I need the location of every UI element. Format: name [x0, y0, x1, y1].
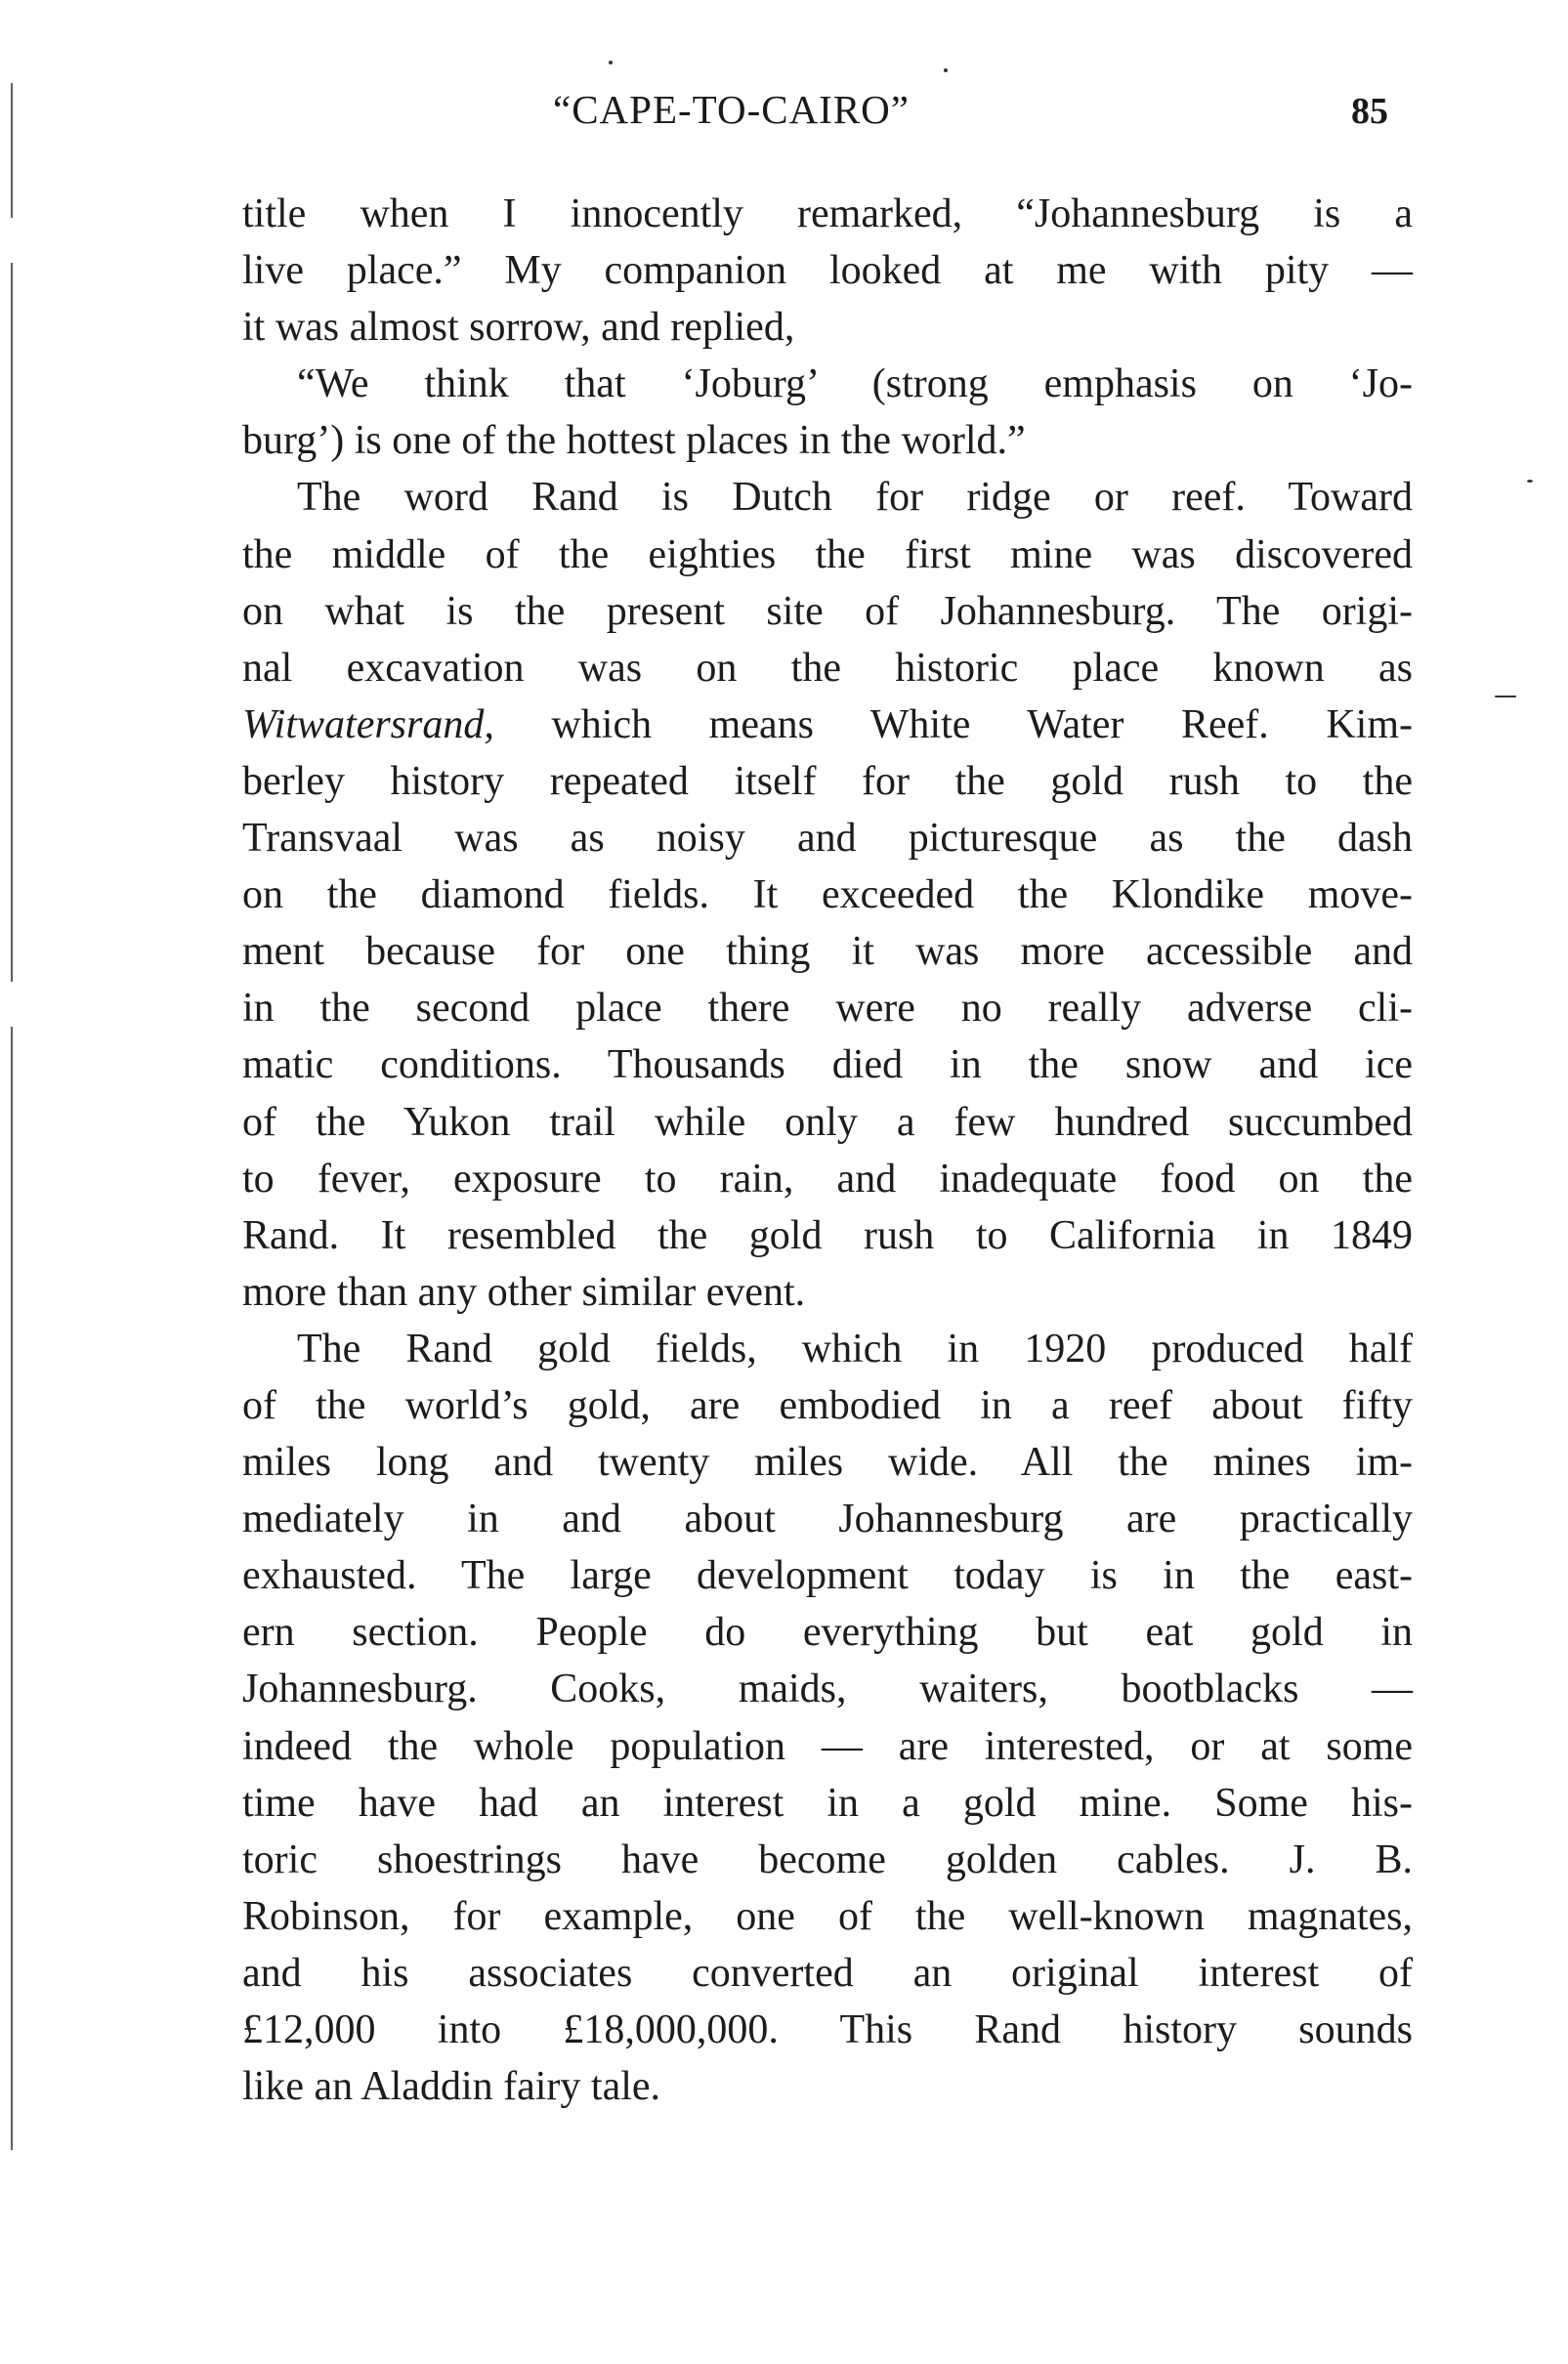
text-line: time have had an interest in a gold mine. Some his- — [242, 1780, 1413, 1826]
text-line: berley history repeated itself for the gold rush to the — [242, 758, 1413, 804]
text-line: “We think that ‘Joburg’ (strong emphasis on ‘Jo- — [297, 361, 1413, 407]
text-line-rest: which means White Water Reef. Kim- — [551, 701, 1414, 747]
text-line: £12,000 into £18,000,000. This Rand history sounds — [242, 2007, 1413, 2052]
text-line: Transvaal was as noisy and picturesque as the dash — [242, 816, 1413, 862]
text-line: toric shoestrings have become golden cables. J. B. — [242, 1836, 1413, 1882]
text-line: live place.” My companion looked at me with pity — — [242, 248, 1413, 294]
text-line: The word Rand is Dutch for ridge or reef. Toward — [297, 475, 1413, 521]
text-line: Rand. It resembled the gold rush to California in 1849 — [242, 1212, 1413, 1258]
text-line: indeed the whole population — are interested, or at some — [242, 1723, 1413, 1769]
text-line: miles long and twenty miles wide. All the mines im- — [242, 1440, 1413, 1486]
text-line: of the world’s gold, are embodied in a reef about fifty — [242, 1382, 1413, 1428]
text-line: ment because for one thing it was more accessible and — [242, 929, 1413, 975]
text-line: exhausted. The large development today is in the east- — [242, 1553, 1413, 1599]
text-line: in the second place there were no really adverse cli- — [242, 986, 1413, 1032]
text-line: of the Yukon trail while only a few hundred succumbed — [242, 1099, 1413, 1145]
text-line-with-italic — [242, 697, 1413, 753]
text-line: matic conditions. Thousands died in the snow and ice — [242, 1042, 1413, 1088]
text-line: title when I innocently remarked, “Johannesburg is a — [242, 191, 1413, 236]
text-line: Johannesburg. Cooks, maids, waiters, bootblacks — — [242, 1667, 1413, 1712]
page-number: 85 — [1351, 91, 1388, 132]
text-line: the middle of the eighties the first mine was discovered — [242, 531, 1413, 577]
text-line: more than any other similar event. — [242, 1269, 806, 1315]
scan-speck — [609, 61, 613, 64]
text-line: like an Aladdin fairy tale. — [242, 2064, 661, 2110]
text-line: nal excavation was on the historic place known as — [242, 645, 1413, 691]
body-text — [242, 186, 1413, 2115]
scan-speck — [944, 68, 948, 72]
text-line: on the diamond fields. It exceeded the Klondike move- — [242, 872, 1413, 918]
scan-speck — [1495, 696, 1516, 697]
text-line: to fever, exposure to rain, and inadequate food on the — [242, 1156, 1413, 1202]
scan-speck — [1527, 480, 1533, 483]
text-line: on what is the present site of Johannesburg. The origi- — [242, 588, 1413, 634]
text-line: it was almost sorrow, and replied, — [242, 305, 795, 351]
text-line: Robinson, for example, one of the well-known magnates, — [242, 1893, 1413, 1939]
text-line: and his associates converted an original interest of — [242, 1950, 1413, 1996]
running-title: “CAPE-TO-CAIRO” — [553, 87, 910, 132]
italic-term: Witwatersrand, — [242, 701, 494, 747]
text-line: The Rand gold fields, which in 1920 produced half — [297, 1326, 1413, 1372]
page-binding-edge — [11, 83, 13, 2330]
text-line: burg’) is one of the hottest places in the world.” — [242, 418, 1026, 464]
text-line: mediately in and about Johannesburg are practically — [242, 1497, 1413, 1542]
text-line: ern section. People do everything but eat gold in — [242, 1610, 1413, 1656]
